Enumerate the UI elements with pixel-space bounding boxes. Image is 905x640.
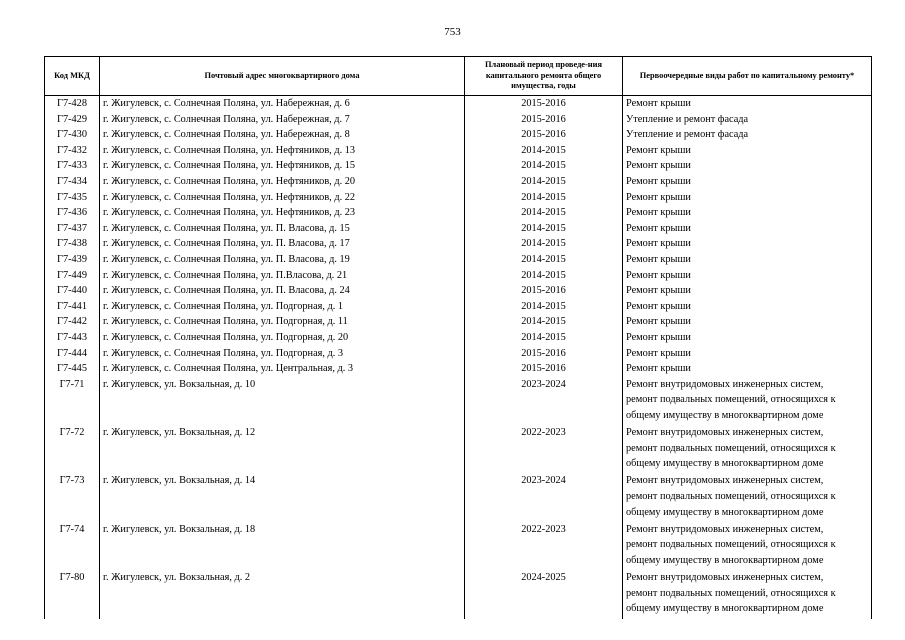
cell-address: г. Жигулевск, ул. Вокзальная, д. 10 — [100, 377, 465, 425]
cell-works — [623, 346, 872, 362]
cell-address: г. Жигулевск, с. Солнечная Поляна, ул. Центральная, д. 3 — [100, 361, 465, 377]
cell-works — [623, 268, 872, 284]
cell-address: г. Жигулевск, с. Солнечная Поляна, ул. Подгорная, д. 1 — [100, 299, 465, 315]
works-line: Ремонт внутридомовых инженерных систем, — [626, 378, 824, 390]
works-line: Ремонт внутридомовых инженерных систем, — [626, 475, 824, 487]
cell-code: Г7-443 — [45, 330, 100, 346]
table-row — [45, 377, 872, 425]
works-line: Ремонт крыши — [626, 160, 691, 172]
works-line: Ремонт крыши — [626, 144, 691, 156]
works-line: Ремонт крыши — [626, 175, 691, 187]
works-line: ремонт подвальных помещений, относящихся к — [626, 539, 836, 551]
cell-works — [623, 570, 872, 618]
cell-code: Г7-438 — [45, 236, 100, 252]
cell-address: г. Жигулевск, с. Солнечная Поляна, ул. Нефтяников, д. 23 — [100, 205, 465, 221]
cell-code: Г7-80 — [45, 570, 100, 618]
cell-code: Г7-449 — [45, 268, 100, 284]
table-row — [45, 158, 872, 174]
cell-period: 2015-2016 — [465, 127, 623, 143]
cell-period: 2014-2015 — [465, 190, 623, 206]
cell-address: г. Жигулевск, с. Солнечная Поляна, ул. П. Власова, д. 19 — [100, 252, 465, 268]
cell-period: 2024-2025 — [465, 570, 623, 618]
cell-address: г. Жигулевск, с. Солнечная Поляна, ул. Подгорная, д. 3 — [100, 346, 465, 362]
table-row — [45, 221, 872, 237]
cell-address: г. Жигулевск, ул. Вокзальная, д. 14 — [100, 473, 465, 521]
cell-period: 2014-2015 — [465, 158, 623, 174]
works-line: Ремонт внутридомовых инженерных систем, — [626, 572, 824, 584]
cell-code: Г7-73 — [45, 473, 100, 521]
cell-code: Г7-435 — [45, 190, 100, 206]
cell-address: г. Жигулевск, с. Солнечная Поляна, ул. П. Власова, д. 24 — [100, 283, 465, 299]
cell-address: г. Жигулевск, с. Солнечная Поляна, ул. П. Власова, д. 17 — [100, 236, 465, 252]
table-row — [45, 473, 872, 521]
cell-code: Г7-430 — [45, 127, 100, 143]
works-line: Ремонт крыши — [626, 331, 691, 343]
table-row — [45, 425, 872, 473]
cell-code: Г7-72 — [45, 425, 100, 473]
table-row — [45, 190, 872, 206]
cell-address: г. Жигулевск, с. Солнечная Поляна, ул. П. Власова, д. 15 — [100, 221, 465, 237]
cell-works — [623, 158, 872, 174]
works-line: общему имуществу в многоквартирном доме — [626, 506, 824, 518]
header-address: Почтовый адрес многоквартирного дома — [100, 57, 465, 96]
works-line: ремонт подвальных помещений, относящихся к — [626, 394, 836, 406]
works-line: общему имуществу в многоквартирном доме — [626, 555, 824, 566]
cell-address: г. Жигулевск, с. Солнечная Поляна, ул. Нефтяников, д. 15 — [100, 158, 465, 174]
table-row — [45, 174, 872, 190]
table-row — [45, 96, 872, 112]
page-number: 753 — [444, 26, 461, 38]
cell-period: 2014-2015 — [465, 299, 623, 315]
cell-period: 2022-2023 — [465, 425, 623, 473]
cell-code: Г7-439 — [45, 252, 100, 268]
cell-period: 2014-2015 — [465, 236, 623, 252]
cell-works — [623, 522, 872, 570]
works-line: Ремонт крыши — [626, 98, 691, 109]
works-line: Ремонт внутридомовых инженерных систем, — [626, 427, 824, 439]
cell-address: г. Жигулевск, с. Солнечная Поляна, ул. Нефтяников, д. 13 — [100, 143, 465, 159]
cell-works — [623, 299, 872, 315]
cell-works — [623, 174, 872, 190]
works-line: Утепление и ремонт фасада — [626, 113, 749, 125]
cell-address: г. Жигулевск, с. Солнечная Поляна, ул. Набережная, д. 8 — [100, 127, 465, 143]
cell-period: 2014-2015 — [465, 174, 623, 190]
cell-code: Г7-71 — [45, 377, 100, 425]
cell-address: г. Жигулевск, ул. Вокзальная, д. 18 — [100, 522, 465, 570]
works-line: общему имуществу в многоквартирном доме — [626, 409, 824, 421]
table-row — [45, 283, 872, 299]
cell-address: г. Жигулевск, с. Солнечная Поляна, ул. Подгорная, д. 11 — [100, 314, 465, 330]
cell-code: Г7-433 — [45, 158, 100, 174]
cell-works — [623, 190, 872, 206]
cell-period: 2015-2016 — [465, 96, 623, 112]
cell-code: Г7-441 — [45, 299, 100, 315]
cell-works — [623, 314, 872, 330]
cell-period: 2014-2015 — [465, 143, 623, 159]
cell-period: 2014-2015 — [465, 330, 623, 346]
capital-repair-table — [44, 56, 872, 619]
table-row — [45, 236, 872, 252]
works-line: Ремонт крыши — [626, 253, 691, 265]
table-row — [45, 127, 872, 143]
works-line: Ремонт крыши — [626, 363, 691, 375]
works-line: Ремонт внутридомовых инженерных систем, — [626, 523, 824, 535]
cell-works — [623, 112, 872, 128]
works-line: ремонт подвальных помещений, относящихся к — [626, 491, 836, 503]
header-period: Плановый период проведе-ния капитального ремонта общего имущества, годы — [465, 57, 623, 96]
cell-code: Г7-428 — [45, 96, 100, 112]
cell-period: 2014-2015 — [465, 314, 623, 330]
cell-works — [623, 330, 872, 346]
cell-address: г. Жигулевск, с. Солнечная Поляна, ул. Нефтяников, д. 22 — [100, 190, 465, 206]
cell-code: Г7-436 — [45, 205, 100, 221]
cell-period: 2015-2016 — [465, 346, 623, 362]
cell-period: 2014-2015 — [465, 268, 623, 284]
works-line: ремонт подвальных помещений, относящихся к — [626, 442, 836, 454]
works-line: Ремонт крыши — [626, 191, 691, 203]
works-line: Ремонт крыши — [626, 347, 691, 359]
cell-code: Г7-429 — [45, 112, 100, 128]
works-line: Утепление и ремонт фасада — [626, 129, 749, 141]
works-line: Ремонт крыши — [626, 207, 691, 219]
table-row — [45, 330, 872, 346]
table-row — [45, 252, 872, 268]
cell-address: г. Жигулевск, с. Солнечная Поляна, ул. Подгорная, д. 20 — [100, 330, 465, 346]
cell-period: 2022-2023 — [465, 522, 623, 570]
table-row — [45, 570, 872, 618]
cell-address: г. Жигулевск, с. Солнечная Поляна, ул. Набережная, д. 6 — [100, 96, 465, 112]
works-line: общему имуществу в многоквартирном доме — [626, 603, 824, 615]
table-body — [45, 96, 872, 619]
table-row — [45, 361, 872, 377]
cell-code: Г7-440 — [45, 283, 100, 299]
cell-period: 2023-2024 — [465, 377, 623, 425]
cell-period: 2015-2016 — [465, 361, 623, 377]
cell-code: Г7-445 — [45, 361, 100, 377]
cell-works — [623, 425, 872, 473]
table-row — [45, 314, 872, 330]
cell-works — [623, 283, 872, 299]
header-row — [45, 57, 872, 96]
table-row — [45, 268, 872, 284]
cell-code: Г7-434 — [45, 174, 100, 190]
cell-works — [623, 127, 872, 143]
table-row — [45, 205, 872, 221]
cell-period: 2014-2015 — [465, 252, 623, 268]
cell-period: 2014-2015 — [465, 205, 623, 221]
table-row — [45, 299, 872, 315]
cell-address: г. Жигулевск, с. Солнечная Поляна, ул. П.Власова, д. 21 — [100, 268, 465, 284]
cell-address: г. Жигулевск, ул. Вокзальная, д. 12 — [100, 425, 465, 473]
cell-works — [623, 205, 872, 221]
cell-code: Г7-442 — [45, 314, 100, 330]
cell-code: Г7-432 — [45, 143, 100, 159]
cell-address: г. Жигулевск, с. Солнечная Поляна, ул. Нефтяников, д. 20 — [100, 174, 465, 190]
table-row — [45, 143, 872, 159]
table-row — [45, 522, 872, 570]
header-code: Код МКД — [45, 57, 100, 96]
cell-works — [623, 473, 872, 521]
cell-works — [623, 143, 872, 159]
table-row — [45, 112, 872, 128]
cell-address: г. Жигулевск, с. Солнечная Поляна, ул. Набережная, д. 7 — [100, 112, 465, 128]
header-works: Первоочередные виды работ по капитальному ремонту* — [623, 57, 872, 96]
works-line: общему имуществу в многоквартирном доме — [626, 458, 824, 470]
cell-works — [623, 236, 872, 252]
cell-works — [623, 361, 872, 377]
works-line: Ремонт крыши — [626, 285, 691, 297]
cell-address: г. Жигулевск, ул. Вокзальная, д. 2 — [100, 570, 465, 618]
cell-code: Г7-437 — [45, 221, 100, 237]
table-row — [45, 346, 872, 362]
cell-works — [623, 377, 872, 425]
cell-period: 2014-2015 — [465, 221, 623, 237]
works-line: Ремонт крыши — [626, 300, 691, 312]
cell-code: Г7-74 — [45, 522, 100, 570]
cell-works — [623, 96, 872, 112]
works-line: ремонт подвальных помещений, относящихся к — [626, 587, 836, 599]
cell-period: 2015-2016 — [465, 283, 623, 299]
table-header — [45, 57, 872, 96]
cell-code: Г7-444 — [45, 346, 100, 362]
works-line: Ремонт крыши — [626, 238, 691, 250]
cell-period: 2023-2024 — [465, 473, 623, 521]
cell-period: 2015-2016 — [465, 112, 623, 128]
works-line: Ремонт крыши — [626, 269, 691, 281]
works-line: Ремонт крыши — [626, 222, 691, 234]
works-line: Ремонт крыши — [626, 316, 691, 328]
cell-works — [623, 221, 872, 237]
cell-works — [623, 252, 872, 268]
